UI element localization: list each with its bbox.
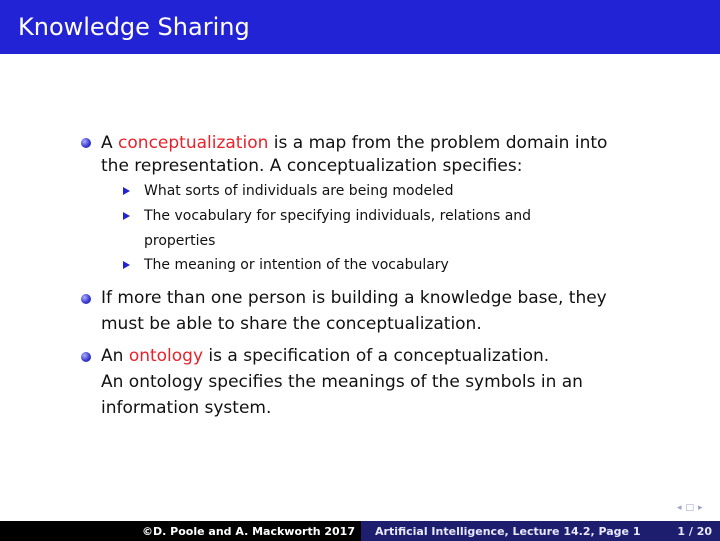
bullet-line: information system. [101, 398, 272, 418]
triangle-bullet-icon [123, 261, 130, 269]
footer-course: Artificial Intelligence, Lecture 14.2, Page 1 [375, 525, 641, 538]
slide-footer [0, 521, 720, 541]
slide-title: Knowledge Sharing [18, 13, 250, 41]
highlight-term: conceptualization [118, 133, 269, 153]
nav-forward-icon[interactable]: ▸ [698, 502, 703, 513]
bullet-line: If more than one person is building a knowledge base, they [101, 288, 607, 308]
slide-header [0, 0, 720, 54]
text-span: is a specification of a conceptualization. [203, 346, 550, 366]
bullet-ball-icon [81, 352, 91, 362]
text-span: A [101, 133, 119, 153]
subitem-line: properties [144, 233, 216, 249]
footer-course-panel [361, 521, 720, 541]
bullet-line [101, 132, 607, 154]
bullet-ball-icon [81, 138, 91, 148]
bullet-ball-icon [81, 294, 91, 304]
bullet-line: must be able to share the conceptualization. [101, 314, 482, 334]
nav-frame-icon[interactable]: □ [685, 502, 695, 513]
text-span: An [101, 346, 129, 366]
bullet-line: An ontology specifies the meanings of the symbols in an [101, 372, 583, 392]
subitem-line: The vocabulary for specifying individuals, relations and [144, 208, 532, 224]
footer-page-number: 1 / 20 [677, 525, 712, 538]
footer-author: ©D. Poole and A. Mackworth 2017 [142, 524, 355, 538]
slide-navigation[interactable] [677, 502, 713, 514]
triangle-bullet-icon [123, 187, 130, 195]
highlight-term: ontology [128, 346, 204, 366]
bullet-line [101, 345, 549, 367]
text-span: is a map from the problem domain into [268, 133, 608, 153]
subitem-line: What sorts of individuals are being modeled [144, 183, 454, 199]
subitem-line: The meaning or intention of the vocabulary [144, 257, 449, 273]
bullet-line: the representation. A conceptualization specifies: [101, 156, 523, 176]
triangle-bullet-icon [123, 212, 130, 220]
nav-back-icon[interactable]: ◂ [677, 502, 682, 513]
